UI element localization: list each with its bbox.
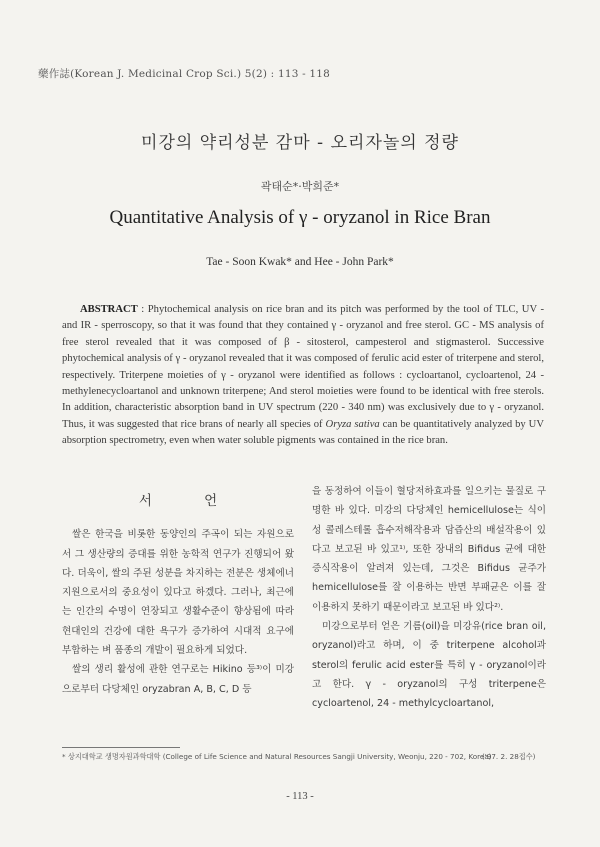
korean-title: 미강의 약리성분 감마 - 오리자놀의 정량: [141, 133, 459, 153]
footnote-date: ('97. 2. 28접수): [482, 752, 536, 761]
intro-paragraph-1: 쌀은 한국을 비롯한 동양인의 주곡이 되는 자원으로서 그 생산량의 증대를 위한 농학적 연구가 진행되어 왔다. 더욱이, 쌀의 주된 성분을 차지하는 전분은 생체에너지원으로서의 중요성이 있다고 하겠다. 그러나, 최근에는 인간의 수명이 연장되고 생활수준이 향상됨에 따라 현대인의 건강에 대한 욕구가 증가하여 시대적 요구에 부합하는 벼 품종의 개발이 필요하게 되었다.: [62, 529, 294, 657]
abstract: [62, 302, 544, 450]
abstract-text: : Phytochemical analysis on rice bran and its pitch was performed by the tool of TLC, UV - and IR - sperroscopy, so that it was found that they contained γ - oryzanol and free sterol. GC - MS analysis of free sterol revealed that it was composed of β - sitosterol, campesterol and stigmasterol. Successive phytochemical analysis of γ - oryzanol revealed that it was composed of ferulic acid ester of triterpene and sterol, respectively. Triterpene moieties of γ - oryzanol were identified as follows : cycloartanol, cycloartenol, 24 - methylenecycloartanol and unknown triterpene; And sterol moieties were found to be identical with free sterols. In addition, characteristic absorption band in UV spectrum (220 - 340 nm) was exclusively due to γ - oryzanol. Thus, it was suggested that rice brans of nearly all species of: [62, 304, 544, 430]
english-title: Quantitative Analysis of γ - oryzanol in Rice Bran: [109, 207, 491, 228]
footnote-rule: [62, 747, 180, 748]
intro-paragraph-4: 미강으로부터 얻은 기름(oil)을 미강유(rice bran oil, oryzanol)라고 하며, 이 중 triterpene alcohol과 sterol의 ferulic acid ester를 특히 γ - oryzanol이라고 한다. γ - oryzanol의 구성 triterpene은 cycloartenol, 24 - methylcycloartanol,: [312, 621, 546, 710]
intro-paragraph-3: 을 동정하여 이들이 혈당저하효과를 일으키는 물질로 구명한 바 있다. 미강의 다당체인 hemicellulose는 식이성 콜레스테롤 흡수저해작용과 담즙산의 배설작용이 있다고 보고된 바 있고¹⁾, 또한 장내의 Bifidus 균에 대한 증식작용이 알려져 있는데, 그것은 Bifidus 균주가 hemicellulose를 잘 이용하는 반면 부패균은 이를 잘 이용하지 못하기 때문이라고 보고된 바 있다²⁾.: [312, 486, 546, 613]
right-column: [312, 482, 546, 714]
page-number: - 113 -: [286, 791, 314, 802]
left-column: [62, 482, 294, 699]
intro-paragraph-2: 쌀의 생리 활성에 관한 연구로는 Hikino 등³⁾이 미강으로부터 다당체인 oryzabran A, B, C, D 등: [62, 664, 294, 695]
footnote-affiliation: * 상지대학교 생명자원과학대학 (College of Life Science and Natural Resources Sangji University, Weonju, 220 - 702, Korea): [62, 752, 492, 761]
abstract-species: Oryza sativa: [325, 418, 380, 430]
footnote: [62, 752, 562, 762]
abstract-text-end: can be quantitatively analyzed by UV absorption spectrometry, even when water soluble pigments was contained in the rice bran.: [62, 418, 544, 447]
abstract-label: ABSTRACT: [80, 304, 138, 315]
section-heading: 서 언: [138, 493, 242, 509]
english-authors: Tae - Soon Kwak* and Hee - John Park*: [206, 256, 394, 268]
journal-header: 藥作誌(Korean J. Medicinal Crop Sci.) 5(2) : 113 - 118: [38, 68, 331, 80]
korean-authors: 곽태순*·박희준*: [260, 180, 340, 193]
